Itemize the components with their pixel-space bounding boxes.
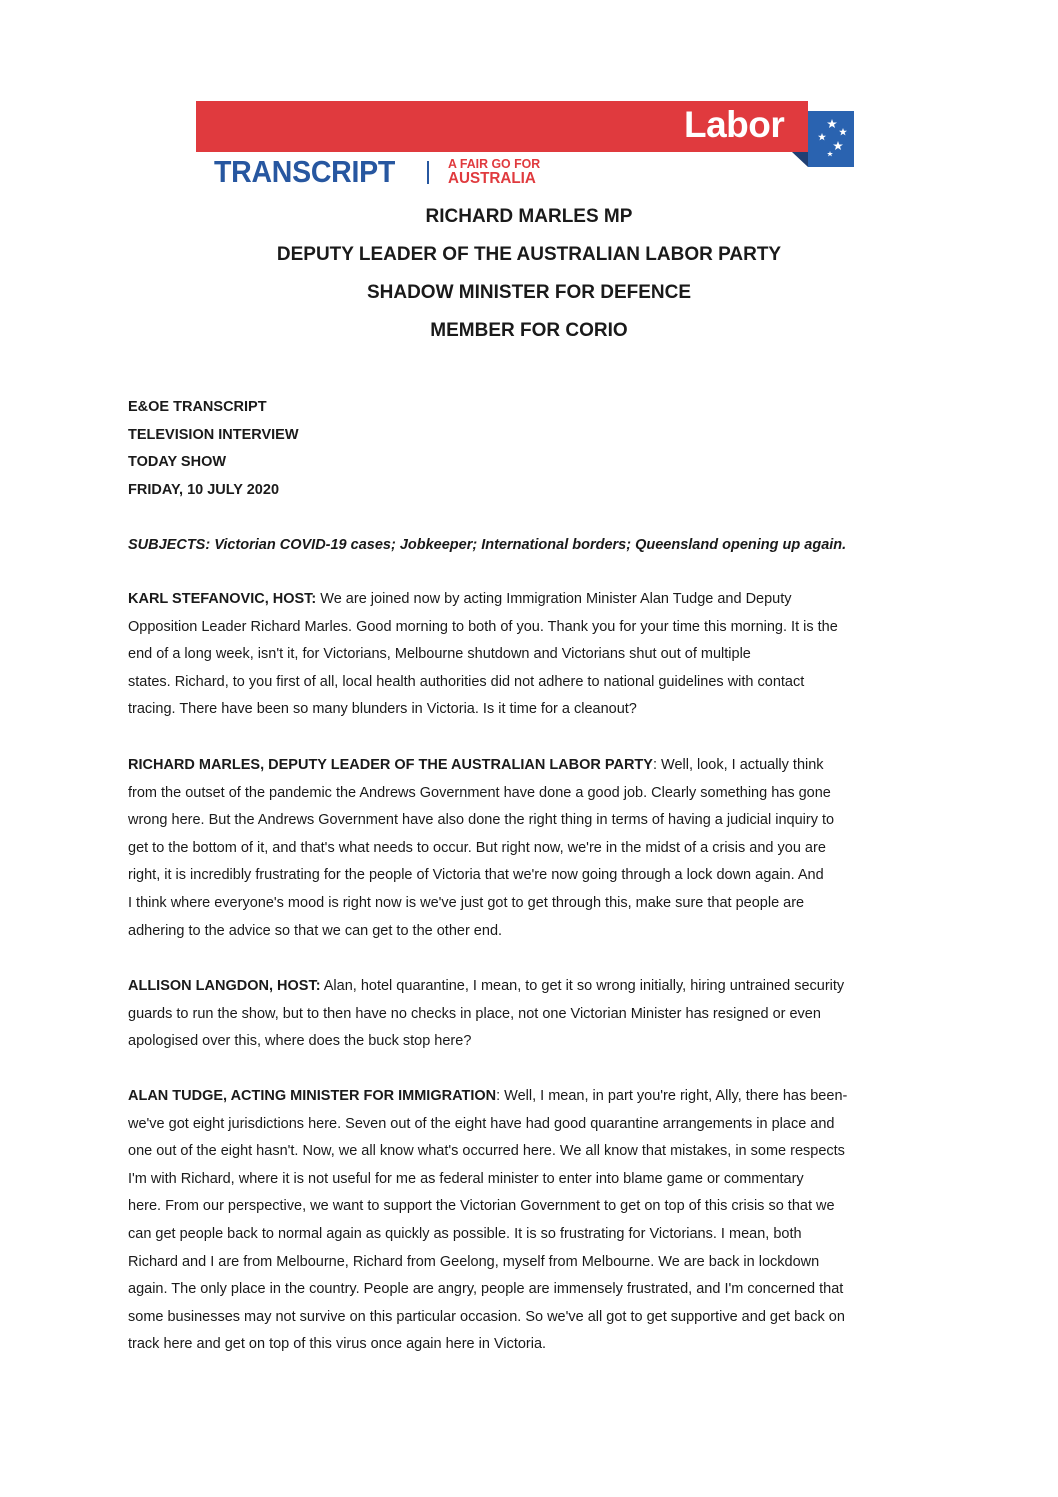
speaker-label: KARL STEFANOVIC, HOST: [128,591,317,607]
member-role-3: MEMBER FOR CORIO [430,320,628,341]
paragraph-line: we've got eight jurisdictions here. Seven out of the eight have had good quarantine arrangements in place and [128,1115,835,1132]
member-role-1: DEPUTY LEADER OF THE AUSTRALIAN LABOR PARTY [276,244,782,265]
speech-text: : Well, I mean, in part you're right, Ally, there has been- [496,1088,848,1104]
meta-line-1: E&OE TRANSCRIPT [128,399,267,415]
paragraph-line: Opposition Leader Richard Marles. Good morning to both of you. Thank you for your time this morning. It is the [128,618,838,635]
paragraph-line: adhering to the advice so that we can get to the other end. [128,922,503,939]
meta-line-3: TODAY SHOW [128,454,227,470]
paragraph-line [128,752,938,780]
member-titles [0,205,1058,357]
southern-cross-flag-icon [808,111,854,167]
member-role-2: SHADOW MINISTER FOR DEFENCE [366,282,692,303]
paragraph-line: right, it is incredibly frustrating for the people of Victoria that we're now going through a lock down again. And [128,867,824,884]
labor-logo-text: Labor [684,104,785,145]
paragraph-line: I think where everyone's mood is right now is we've just got to get through this, make sure that people are [128,894,805,911]
header-divider [427,161,429,184]
paragraph-line: here. From our perspective, we want to support the Victorian Government to get on top of this crisis so that we [128,1198,835,1215]
paragraph-line [128,586,938,614]
flag-fold-shape [792,152,808,167]
subjects-line: SUBJECTS: Victorian COVID-19 cases; Jobkeeper; International borders; Queensland opening up again. [128,537,847,553]
paragraph-line: I'm with Richard, where it is not useful for me as federal minister to enter into blame game or commentary [128,1170,804,1187]
header-banner [196,101,854,191]
member-name: RICHARD MARLES MP [425,206,633,227]
paragraph-line: get to the bottom of it, and that's what needs to occur. But right now, we're in the midst of a crisis and you are [128,839,826,856]
transcript-paragraph [128,1083,938,1359]
meta-line-2: TELEVISION INTERVIEW [128,426,299,443]
speech-text: Alan, hotel quarantine, I mean, to get it so wrong initially, hiring untrained security [320,978,845,994]
transcript-paragraph [128,586,938,724]
paragraph-line: some businesses may not survive on this particular occasion. So we've all got to get supportive and get back on [128,1308,845,1325]
paragraph-line: again. The only place in the country. People are angry, people are immensely frustrated, and I'm concerned that [128,1281,844,1298]
speech-text: : Well, look, I actually think [652,757,824,773]
speaker-label: ALLISON LANGDON, HOST: [128,978,321,994]
meta-line-4: FRIDAY, 10 JULY 2020 [128,481,280,498]
paragraph-line: from the outset of the pandemic the Andrews Government have done a good job. Clearly something has gone [128,784,831,801]
tagline-line-2: AUSTRALIA [448,170,536,187]
paragraph-line: can get people back to normal again as quickly as possible. It is so frustrating for Victorians. I mean, both [128,1225,802,1242]
transcript-title: TRANSCRIPT [214,154,396,189]
speech-text: We are joined now by acting Immigration Minister Alan Tudge and Deputy [316,591,792,607]
paragraph-line: Richard and I are from Melbourne, Richard from Geelong, myself from Melbourne. We are back in lockdown [128,1253,820,1270]
southern-cross-stars-icon [808,111,854,167]
paragraph-line: end of a long week, isn't it, for Victorians, Melbourne shutdown and Victorians shut out of multiple [128,646,751,663]
transcript-meta [128,397,299,507]
paragraph-line: guards to run the show, but to then have no checks in place, not one Victorian Minister has resigned or even [128,1005,821,1022]
paragraph-line: wrong here. But the Andrews Government have also done the right thing in terms of having a judicial inquiry to [128,812,835,829]
transcript-paragraph [128,752,938,945]
speaker-label: ALAN TUDGE, ACTING MINISTER FOR IMMIGRATION [128,1088,497,1104]
paragraph-line: one out of the eight hasn't. Now, we all know what's occurred here. We all know that mistakes, in some respects [128,1143,845,1160]
paragraph-line: track here and get on top of this virus once again here in Victoria. [128,1336,547,1353]
tagline [448,157,540,187]
paragraph-line [128,973,938,1001]
paragraph-line [128,1083,938,1111]
paragraph-line: states. Richard, to you first of all, local health authorities did not adhere to national guidelines with contact [128,673,805,690]
transcript-paragraph [128,973,938,1056]
paragraph-line: tracing. There have been so many blunders in Victoria. Is it time for a cleanout? [128,701,637,718]
speaker-label: RICHARD MARLES, DEPUTY LEADER OF THE AUSTRALIAN LABOR PARTY [128,757,653,773]
paragraph-line: apologised over this, where does the buck stop here? [128,1033,472,1050]
tagline-line-1: A FAIR GO FOR [448,156,541,171]
